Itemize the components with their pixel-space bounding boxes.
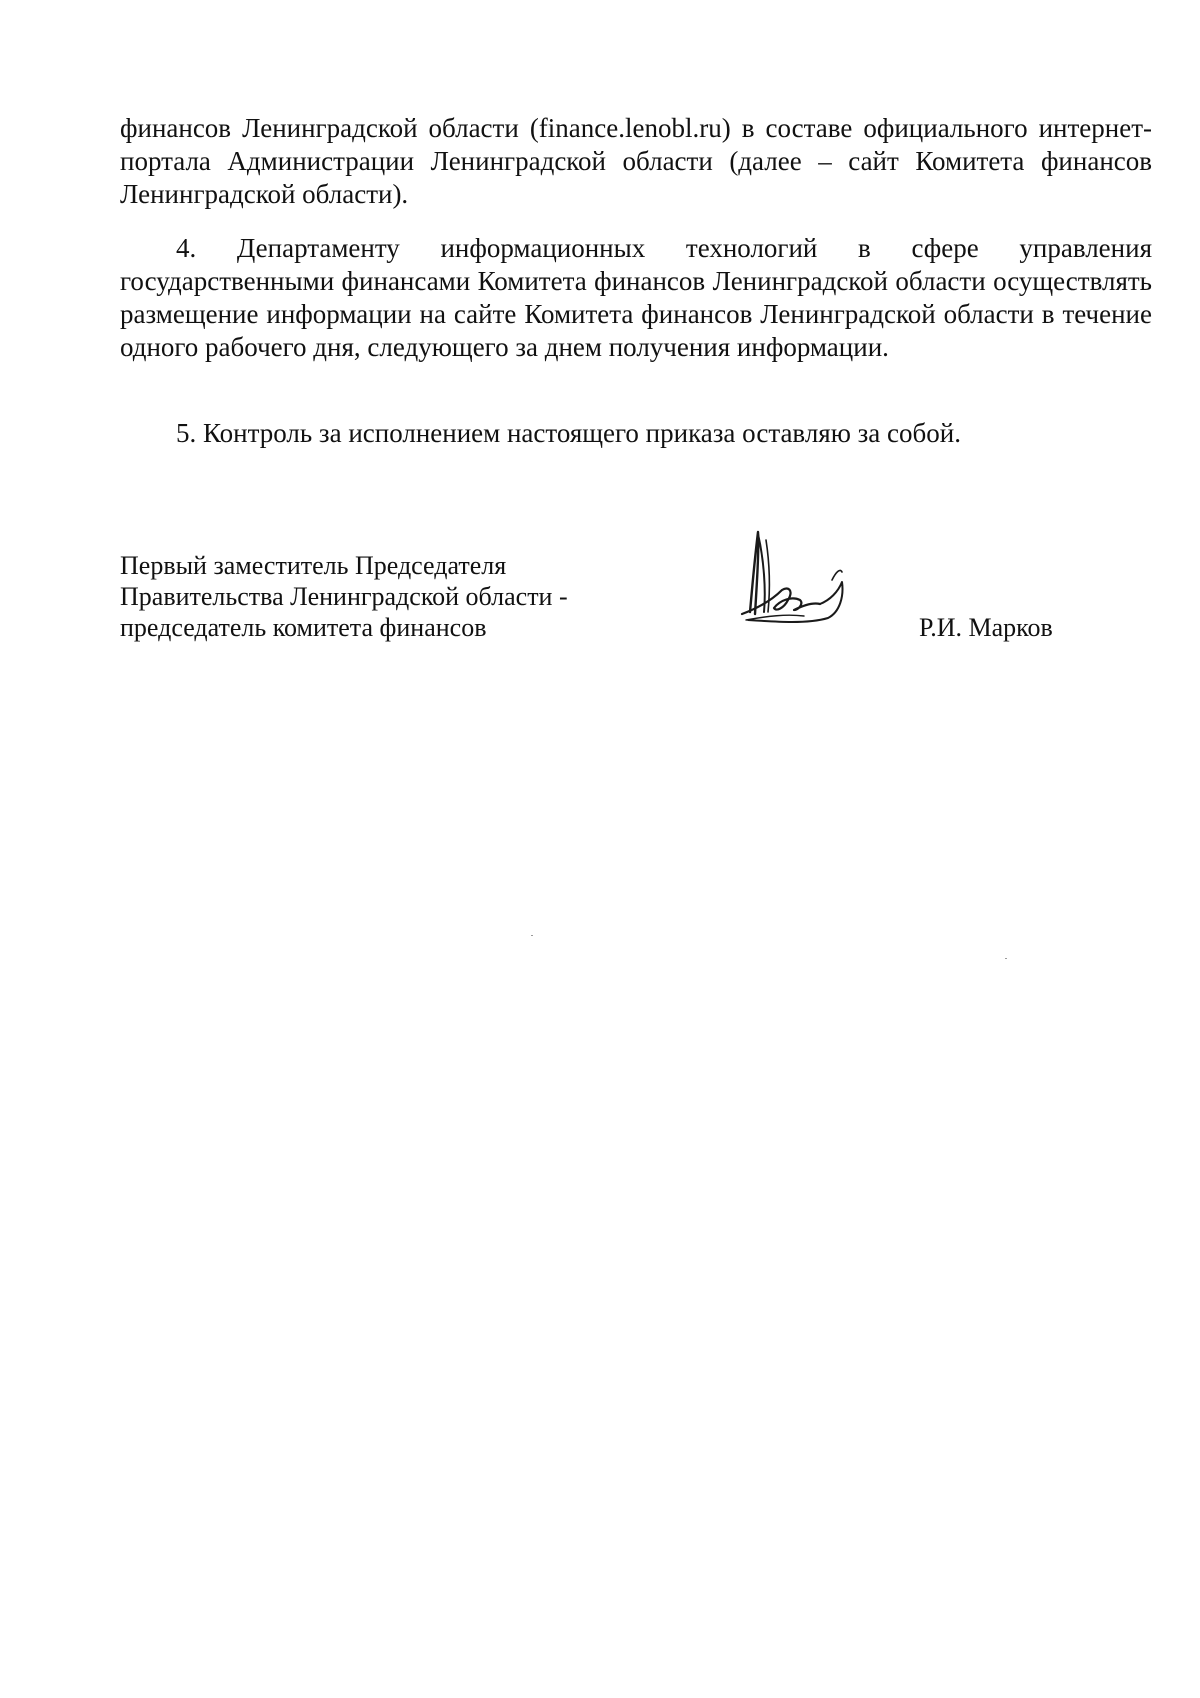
scan-speck [1005, 958, 1007, 959]
signatory-position [120, 550, 568, 643]
handwritten-signature [728, 520, 858, 630]
position-line-2: Правительства Ленинградской области - [120, 582, 568, 611]
paragraph-continuation: финансов Ленинградской области (finance.lenobl.ru) в составе официального интернет-портала Администрации Ленинградской области (далее – сайт Комитета финансов Ленинградской области). [120, 113, 1152, 209]
position-line-3: председатель комитета финансов [120, 613, 487, 642]
paragraph-5: 5. Контроль за исполнением настоящего приказа оставляю за собой. [176, 418, 961, 448]
scan-speck [531, 935, 533, 936]
paragraph-4: 4. Департаменту информационных технологий в сфере управления государственными финансами Комитета финансов Ленинградской области осуществлять размещение информации на сайте Комитета финансов Ленинградской области в течение одного рабочего дня, следующего за днем получения информации. [120, 233, 1152, 362]
signer-name: Р.И. Марков [919, 613, 1053, 642]
position-line-1: Первый заместитель Председателя [120, 551, 507, 580]
